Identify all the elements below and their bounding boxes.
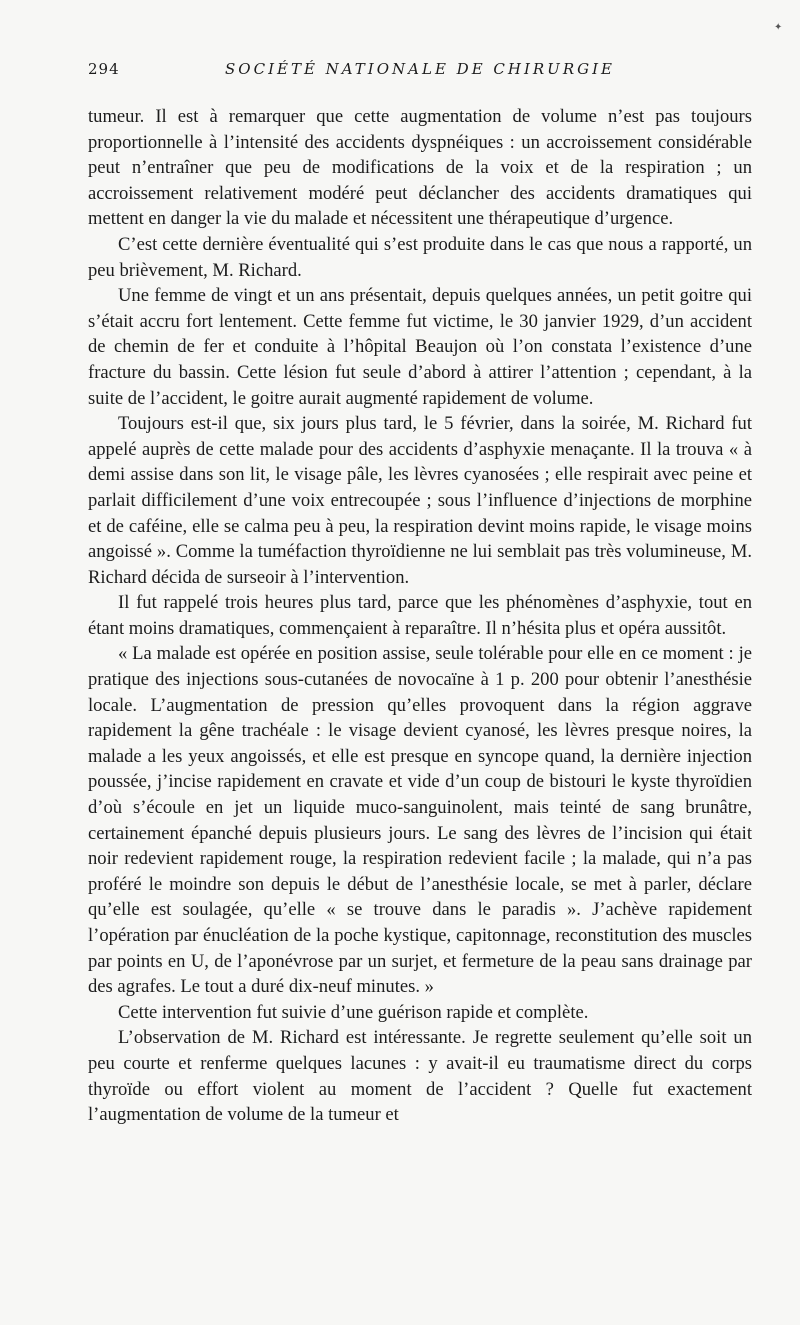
paragraph: L’observation de M. Richard est intéressante. Je regrette seulement qu’elle soit un peu courte et renferme quelques lacunes : y avait-il eu traumatisme direct du corps thyroïde ou effort violent au moment de l’accident ? Quelle fut exactement l’augmentation de volume de la tumeur et [88, 1027, 752, 1126]
body-text [88, 104, 752, 1128]
running-head: SOCIÉTÉ NATIONALE DE CHIRURGIE [225, 60, 615, 78]
paragraph-quotation: « La malade est opérée en position assise, seule tolérable pour elle en ce moment : je pratique des injections sous-cutanées de novocaïne à 1 p. 200 pour obtenir l’anesthésie locale. L’augmentation de pression qu’elles provoquent dans la région aggrave rapidement la gêne trachéale : le visage devient cyanosé, les lèvres presque noires, la malade a les yeux angoissés, et elle est presque en syncope quand, la dernière injection poussée, j’incise rapidement en cravate et vide d’un coup de bistouri le kyste thyroïdien d’où s’écoule en jet un liquide muco-sanguinolent, mais teinté de sang brunâtre, certainement épanché depuis plusieurs jours. Le sang des lèvres de l’incision qui était noir redevient rapidement rouge, la respiration redevient facile ; la malade, qui n’a pas proféré le moindre son depuis le début de l’anesthésie locale, se met à parler, déclare qu’elle est soulagée, qu’elle « se trouve dans le paradis ». J’achève rapidement l’opération par énucléation de la poche kystique, capitonnage, reconstitution des muscles par points en U, de l’aponévrose par un surjet, et fermeture de la peau sans drainage par des agrafes. Le tout a duré dix-neuf minutes. » [88, 643, 752, 998]
paragraph: Il fut rappelé trois heures plus tard, parce que les phénomènes d’asphyxie, tout en étant moins dramatiques, commençaient à reparaître. Il n’hésita plus et opéra aussitôt. [88, 592, 752, 639]
paragraph: Une femme de vingt et un ans présentait, depuis quelques années, un petit goitre qui s’était accru fort lentement. Cette femme fut victime, le 30 janvier 1929, d’un accident de chemin de fer et conduite à l’hôpital Beaujon où l’on constata l’existence d’une fracture du bassin. Cette lésion fut seule d’abord à attirer l’attention ; cependant, à la suite de l’accident, le goitre aurait augmenté rapidement de volume. [88, 285, 752, 409]
page-header [88, 60, 752, 84]
page-number: 294 [88, 60, 120, 78]
paragraph-continued: tumeur. Il est à remarquer que cette augmentation de volume n’est pas toujours proportionnelle à l’intensité des accidents dyspnéiques : un accroissement considérable peut n’entraîner que peu de modifications de la voix et de la respiration ; un accroissement relativement modéré peut déclancher des accidents dramatiques qui mettent en danger la vie du malade et nécessitent une thérapeutique d’urgence. [88, 106, 752, 230]
paragraph: Cette intervention fut suivie d’une guérison rapide et complète. [118, 1001, 589, 1023]
paragraph: Toujours est-il que, six jours plus tard, le 5 février, dans la soirée, M. Richard fut appelé auprès de cette malade pour des accidents d’asphyxie menaçante. Il la trouva « à demi assise dans son lit, le visage pâle, les lèvres cyanosées ; elle respirait avec peine et parlait difficilement d’une voix entrecoupée ; sous l’influence d’injections de morphine et de caféine, elle se calma peu à peu, la respiration devint moins rapide, le visage moins angoissé ». Comme la tuméfaction thyroïdienne ne lui semblait pas très volumineuse, M. Richard décida de surseoir à l’intervention. [88, 413, 752, 588]
paragraph: C’est cette dernière éventualité qui s’est produite dans le cas que nous a rapporté, un peu brièvement, M. Richard. [88, 233, 752, 281]
corner-mark-icon: ✦ [774, 22, 783, 33]
